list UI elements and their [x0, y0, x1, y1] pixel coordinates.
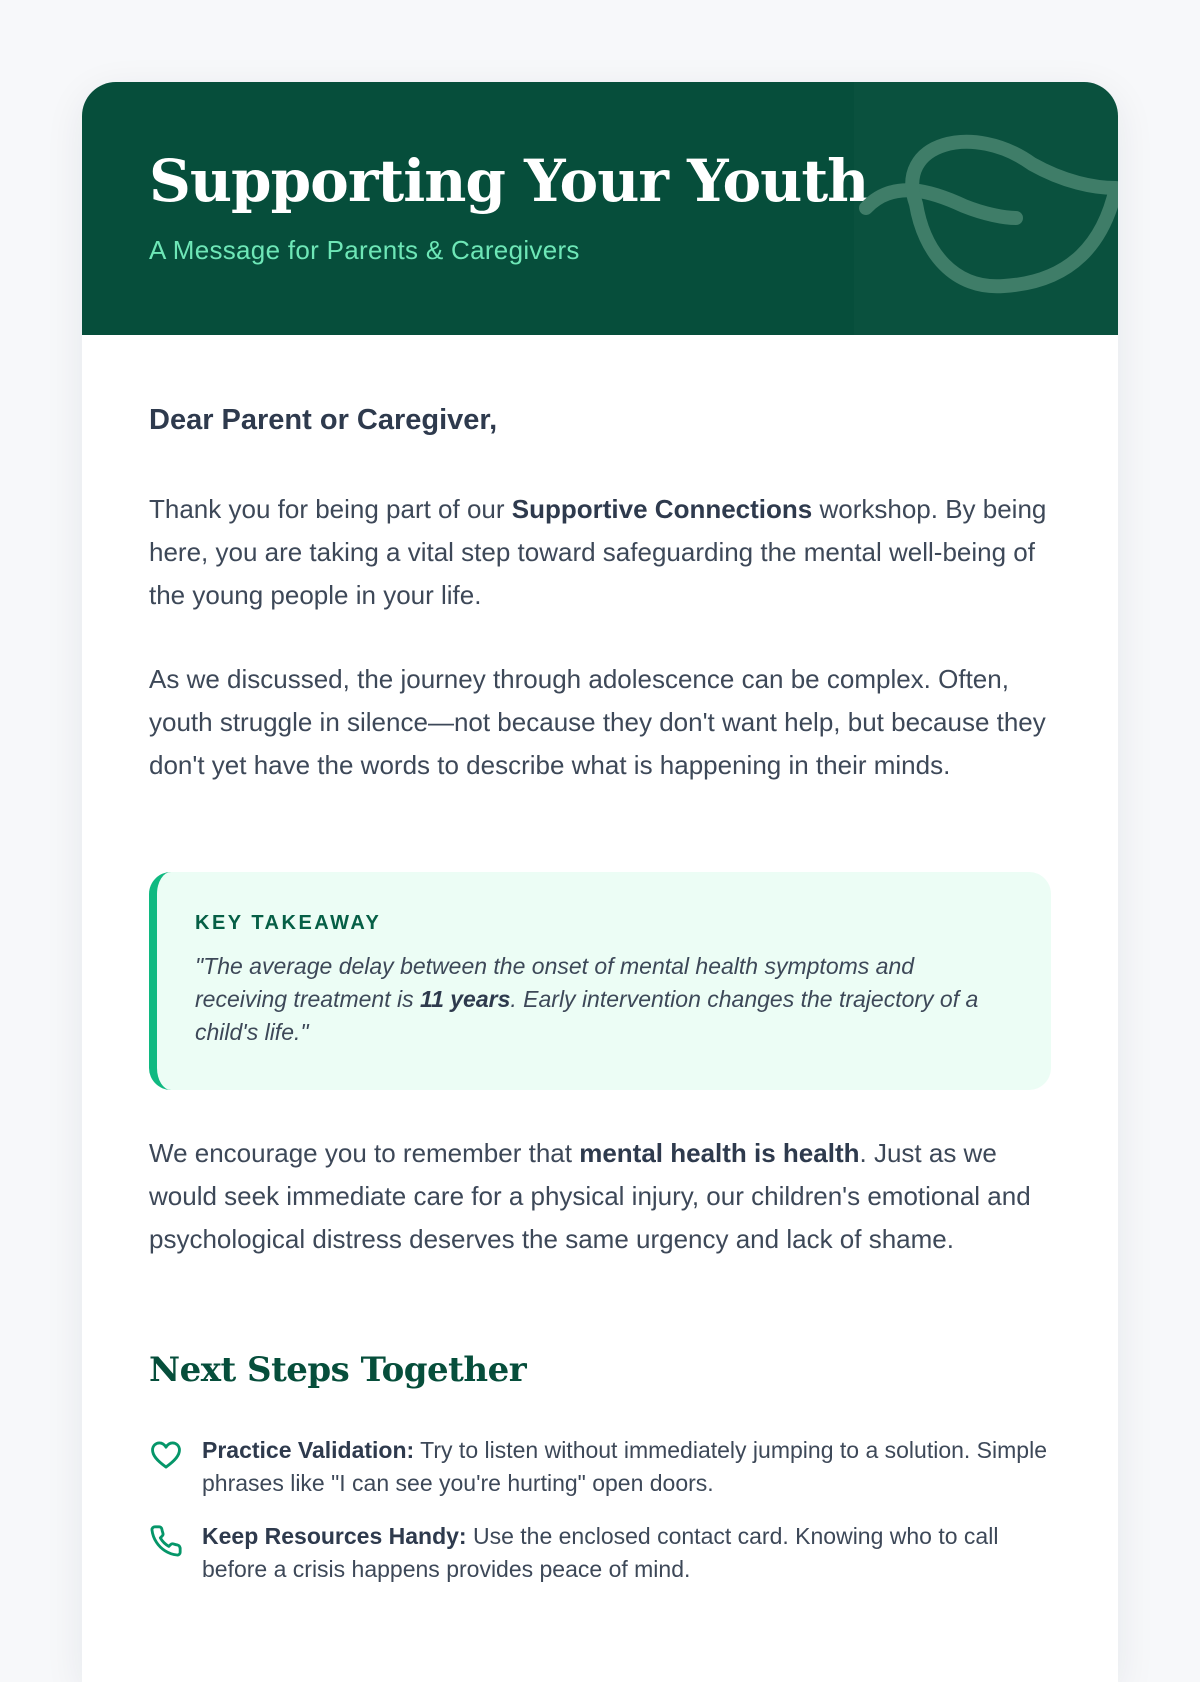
- takeaway-highlight: 11 years: [419, 986, 511, 1012]
- workshop-name: Supportive Connections: [511, 494, 813, 524]
- step-text: Keep Resources Handy: Use the enclosed contact card. Knowing who to call before a crisis happens provides peace of mind.: [202, 1523, 999, 1582]
- takeaway-label: KEY TAKEAWAY: [195, 912, 382, 934]
- letter-greeting: Dear Parent or Caregiver,: [149, 404, 498, 436]
- mental-health-emphasis: mental health is health: [579, 1138, 860, 1168]
- page-title: Supporting Your Youth: [149, 147, 869, 215]
- next-steps-title: Next Steps Together: [149, 1350, 527, 1390]
- intro-paragraph: Thank you for being part of our Supportive Connections workshop. By being here, you are taking a vital step toward safeguarding the mental well-being of the young people in your life.: [149, 494, 1047, 610]
- key-takeaway-callout: [149, 872, 1051, 1090]
- letter-card: [82, 82, 1118, 1682]
- leaf-icon: [854, 82, 1118, 335]
- step-text: Practice Validation: Try to listen without immediately jumping to a solution. Simple phrases like "I can see you're hurting" open doors.: [202, 1437, 1047, 1496]
- step-heading: Keep Resources Handy:: [202, 1523, 467, 1549]
- page-subtitle: A Message for Parents & Caregivers: [149, 235, 580, 265]
- mental-health-paragraph: We encourage you to remember that mental health is health. Just as we would seek immediate care for a physical injury, our children's emotional and psychological distress deserves the same urgency and lack of shame.: [149, 1138, 1031, 1254]
- adolescence-paragraph: As we discussed, the journey through adolescence can be complex. Often, youth struggle in silence—not because they don't want help, but because they don't yet have the words to describe what is happening in their minds.: [149, 664, 1046, 780]
- header-banner: [82, 82, 1118, 335]
- takeaway-quote: "The average delay between the onset of mental health symptoms and receiving treatment is 11 years. Early intervention changes the trajectory of a child's life.": [195, 953, 979, 1045]
- step-heading: Practice Validation:: [202, 1437, 415, 1463]
- heart-icon: [149, 1438, 183, 1472]
- phone-icon: [149, 1524, 183, 1558]
